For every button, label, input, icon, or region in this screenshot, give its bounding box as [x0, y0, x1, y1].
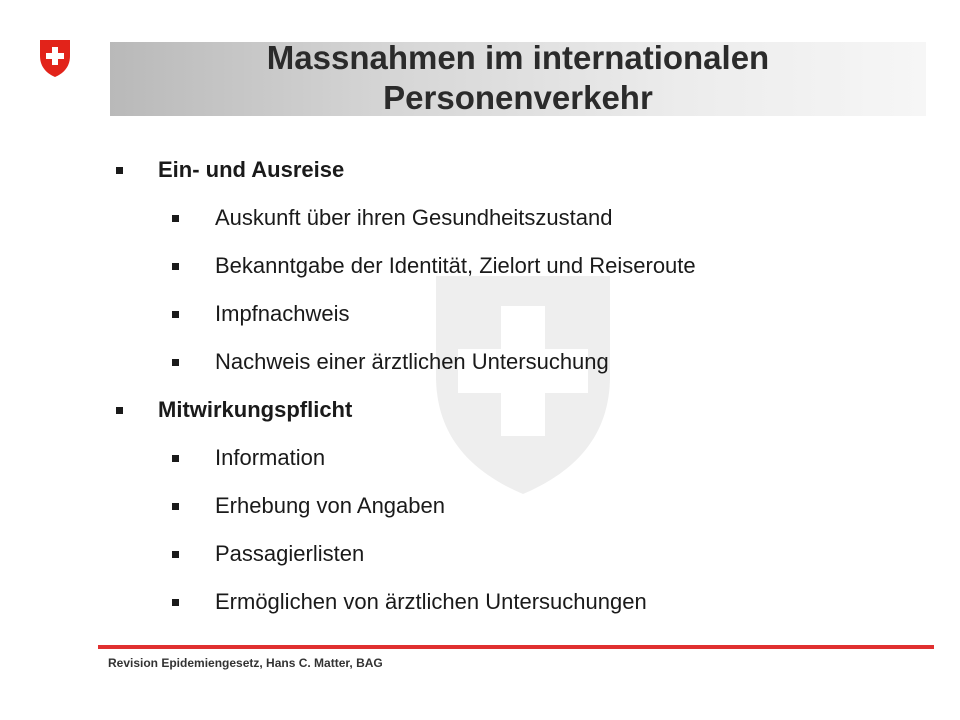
- list-item-text: Nachweis einer ärztlichen Untersuchung: [215, 349, 609, 374]
- list-item-text: Passagierlisten: [215, 541, 365, 566]
- list-item-heading: [158, 397, 352, 423]
- list-item: [215, 493, 445, 519]
- list-item: [215, 589, 647, 615]
- list-item: [215, 301, 350, 327]
- square-bullet-icon: [172, 599, 179, 606]
- square-bullet-icon: [172, 359, 179, 366]
- square-bullet-icon: [172, 503, 179, 510]
- square-bullet-icon: [116, 167, 123, 174]
- swiss-shield-watermark-icon: [430, 272, 616, 496]
- list-item-heading: [158, 157, 344, 183]
- footer-divider: [98, 645, 934, 649]
- square-bullet-icon: [172, 455, 179, 462]
- square-bullet-icon: [172, 311, 179, 318]
- list-item-text: Ermöglichen von ärztlichen Untersuchungen: [215, 589, 647, 614]
- list-item: [215, 349, 609, 375]
- list-item-text: Erhebung von Angaben: [215, 493, 445, 518]
- page-title: [110, 38, 926, 118]
- list-item: [215, 445, 325, 471]
- square-bullet-icon: [116, 407, 123, 414]
- footer-text: Revision Epidemiengesetz, Hans C. Matter, BAG: [108, 656, 383, 670]
- list-item-text: Information: [215, 445, 326, 470]
- list-item-text: Auskunft über ihren Gesundheitszustand: [215, 205, 613, 230]
- list-item-text: Impfnachweis: [215, 301, 350, 326]
- list-item-text: Bekanntgabe der Identität, Zielort und Reiseroute: [215, 253, 696, 278]
- square-bullet-icon: [172, 551, 179, 558]
- title-line-1: Massnahmen im internationalen: [266, 39, 770, 76]
- list-item-text: Mitwirkungspflicht: [158, 397, 353, 422]
- list-item: [215, 205, 612, 231]
- square-bullet-icon: [172, 263, 179, 270]
- swiss-shield-logo-icon: [38, 38, 72, 78]
- title-line-2: Personenverkehr: [383, 79, 653, 116]
- list-item: [215, 253, 696, 279]
- list-item: [215, 541, 364, 567]
- list-item-text: Ein- und Ausreise: [158, 157, 345, 182]
- square-bullet-icon: [172, 215, 179, 222]
